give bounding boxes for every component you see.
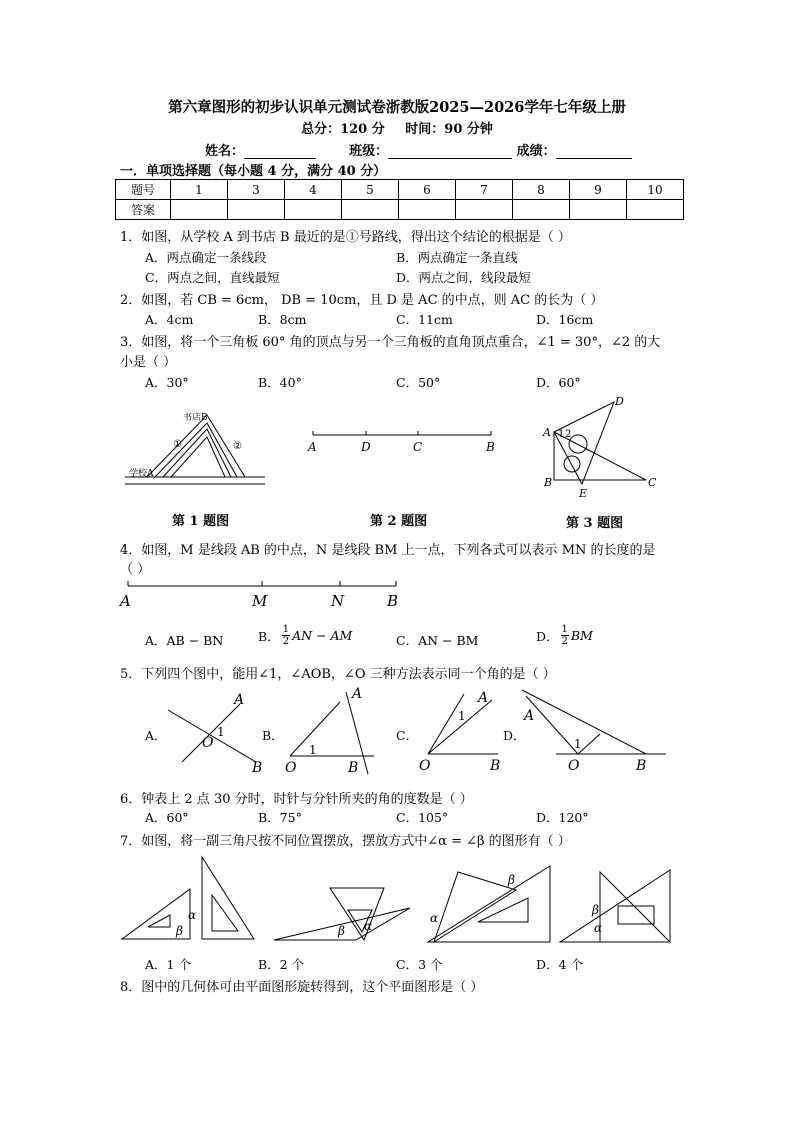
answer-cell[interactable] — [513, 200, 570, 220]
fig2-label-c: C — [413, 440, 423, 454]
q5-option-c[interactable]: C． — [396, 728, 419, 743]
q-number: 10 — [627, 180, 684, 200]
fig1-shop-label: 书店B — [183, 413, 208, 423]
q5c-label-a: A — [478, 690, 489, 706]
q6-option-a[interactable]: A．60° — [145, 810, 189, 825]
q5a-label-1: 1 — [217, 725, 225, 739]
fig4-label-m: M — [252, 592, 268, 610]
row-label: 答案 — [116, 200, 171, 220]
answer-table — [115, 179, 684, 220]
fig1-route-1: ① — [173, 439, 182, 450]
q7-option-b[interactable]: B．2 个 — [258, 957, 305, 972]
question-5: 5．下列四个图中，能用∠1，∠AOB，∠O 三种方法表示同一个角的是（ ） — [120, 667, 556, 682]
question-7: 7．如图，将一副三角尺按不同位置摆放，摆放方式中∠α = ∠β 的图形有（ ） — [120, 834, 571, 849]
fig3-label-a: A — [543, 426, 551, 439]
q5-figure-a — [160, 690, 270, 775]
q5-figure-b — [282, 686, 382, 778]
fig1-school-label: 学校A — [129, 469, 154, 479]
row-label: 题号 — [116, 180, 171, 200]
q7-figure-d — [556, 862, 676, 946]
figure-3 — [538, 392, 658, 502]
question-4: 4．如图，M 是线段 AB 的中点，N 是线段 BM 上一点，下列各式可以表示 MN 的长度的是 — [120, 543, 656, 558]
q7-figure-a — [118, 855, 258, 945]
table-row — [116, 180, 684, 200]
answer-cell[interactable] — [570, 200, 627, 220]
q5c-label-b: B — [490, 758, 501, 774]
q4-option-a[interactable]: A．AB − BN — [145, 633, 224, 648]
q7c-alpha: α — [430, 911, 439, 925]
q4-option-b[interactable] — [258, 624, 352, 647]
q5c-label-1: 1 — [458, 709, 466, 723]
fig3-label-c: C — [648, 476, 657, 489]
name-blank[interactable] — [244, 144, 316, 159]
q-number: 7 — [456, 180, 513, 200]
score-blank[interactable] — [556, 144, 632, 159]
q2-option-b[interactable]: B．8cm — [258, 312, 307, 327]
q4-option-d[interactable] — [536, 624, 593, 647]
fig4-label-n: N — [331, 592, 345, 610]
answer-cell[interactable] — [627, 200, 684, 220]
question-3: 3．如图，将一个三角板 60° 角的顶点与另一个三角板的直角顶点重合，∠1 = 30°，∠2 的大 — [120, 335, 661, 350]
q7b-beta: β — [338, 924, 345, 938]
fig2-label-b: B — [486, 440, 495, 454]
q7-option-d[interactable]: D．4 个 — [536, 957, 583, 972]
class-blank[interactable] — [388, 144, 512, 159]
fraction-half — [561, 624, 569, 647]
q3-option-d[interactable]: D．60° — [536, 375, 581, 390]
q5a-label-o: O — [202, 735, 214, 751]
q7c-beta: β — [508, 873, 515, 887]
q2-option-a[interactable]: A．4cm — [145, 312, 194, 327]
q5b-label-1: 1 — [309, 743, 317, 757]
answer-cell[interactable] — [171, 200, 228, 220]
fig1-route-2: ② — [233, 441, 242, 452]
q7b-alpha: α — [364, 919, 373, 933]
fig3-caption: 第 3 题图 — [566, 516, 624, 531]
q-number: 1 — [171, 180, 228, 200]
q5c-label-o: O — [419, 758, 431, 774]
q7d-beta: β — [592, 903, 599, 917]
q5b-label-o: O — [285, 760, 297, 776]
q5b-label-a: A — [352, 686, 363, 702]
fig1-caption: 第 1 题图 — [172, 514, 230, 529]
question-4-cont: （ ） — [120, 562, 151, 577]
score-label: 成绩： — [516, 144, 556, 159]
question-1: 1．如图，从学校 A 到书店 B 最近的是①号路线，得出这个结论的根据是（ ） — [120, 230, 571, 245]
time-limit: 时间：90 分钟 — [405, 122, 493, 137]
q-number: 3 — [228, 180, 285, 200]
q4-option-d-prefix: D． — [536, 628, 559, 644]
q4-option-b-prefix: B． — [258, 628, 280, 644]
answer-cell[interactable] — [228, 200, 285, 220]
figure-4 — [118, 578, 408, 614]
q1-option-b[interactable]: B．两点确定一条直线 — [396, 250, 518, 265]
q4-option-c[interactable]: C．AN − BM — [396, 633, 479, 648]
q5-figure-c — [414, 686, 504, 778]
fraction-half — [282, 624, 290, 647]
q7a-beta: β — [176, 924, 183, 938]
fig3-label-b: B — [544, 476, 553, 489]
answer-cell[interactable] — [342, 200, 399, 220]
q5a-label-a: A — [234, 692, 245, 708]
q6-option-b[interactable]: B．75° — [258, 810, 302, 825]
q3-option-c[interactable]: C．50° — [396, 375, 441, 390]
q5a-label-b: B — [252, 760, 263, 775]
q1-option-a[interactable]: A．两点确定一条线段 — [145, 250, 267, 265]
q6-option-c[interactable]: C．105° — [396, 810, 449, 825]
q2-option-c[interactable]: C．11cm — [396, 312, 453, 327]
q4-option-d-expr: BM — [570, 628, 593, 643]
q5d-label-a: A — [524, 708, 535, 724]
question-2: 2．如图，若 CB = 6cm， DB = 10cm，且 D 是 AC 的中点，则 AC 的长为（ ） — [120, 293, 604, 308]
section-heading: 一．单项选择题（每小题 4 分，满分 40 分） — [120, 164, 387, 179]
q7-figure-c — [424, 862, 554, 946]
q-number: 9 — [570, 180, 627, 200]
fig3-label-e: E — [579, 487, 588, 500]
fig3-angle-2-label: 2 — [565, 429, 572, 440]
fig4-label-b: B — [387, 592, 399, 610]
fig2-label-a: A — [308, 440, 317, 454]
question-8: 8．图中的几何体可由平面图形旋转得到，这个平面图形是（ ） — [120, 980, 484, 995]
q6-option-d[interactable]: D．120° — [536, 810, 589, 825]
q7-option-c[interactable]: C．3 个 — [396, 957, 443, 972]
q5d-label-1: 1 — [574, 737, 582, 751]
q-number: 6 — [399, 180, 456, 200]
fig3-angle-1-label: 1 — [558, 429, 565, 440]
q3-option-b[interactable]: B．40° — [258, 375, 302, 390]
student-info — [205, 140, 632, 159]
q7-figure-b — [272, 880, 414, 945]
total-score: 总分：120 分 — [301, 122, 385, 137]
q-number: 8 — [513, 180, 570, 200]
q1-option-c[interactable]: C．两点之间，直线最短 — [145, 270, 280, 285]
figure-1 — [125, 405, 275, 490]
table-row — [116, 200, 684, 220]
fraction-num: 1 — [561, 624, 568, 635]
class-label: 班级： — [349, 144, 389, 159]
q5-option-d[interactable]: D． — [503, 728, 526, 743]
q1-option-d[interactable]: D．两点之间，线段最短 — [396, 270, 532, 285]
question-6: 6．钟表上 2 点 30 分时，时针与分针所夹的角的度数是（ ） — [120, 792, 473, 807]
q2-option-d[interactable]: D．16cm — [536, 312, 594, 327]
name-label: 姓名： — [205, 144, 245, 159]
fig2-label-d: D — [361, 440, 371, 454]
q-number: 4 — [285, 180, 342, 200]
fraction-den: 2 — [282, 636, 290, 647]
q5d-label-b: B — [636, 758, 647, 774]
q7d-alpha: α — [594, 921, 603, 935]
figure-2 — [305, 425, 500, 460]
q7-option-a[interactable]: A．1 个 — [145, 957, 191, 972]
q5b-label-b: B — [348, 760, 359, 776]
q5-option-a[interactable]: A． — [145, 728, 167, 743]
q5-figure-d — [520, 688, 670, 778]
fraction-num: 1 — [282, 624, 290, 635]
q4-option-b-expr: AN − AM — [292, 628, 353, 643]
fig2-caption: 第 2 题图 — [370, 514, 428, 529]
q-number: 5 — [342, 180, 399, 200]
q3-option-a[interactable]: A．30° — [145, 375, 189, 390]
fig3-label-d: D — [615, 395, 624, 408]
fig4-label-a: A — [120, 592, 131, 610]
question-3-cont: 小是（ ） — [120, 355, 177, 370]
exam-meta — [0, 118, 794, 137]
answer-cell[interactable] — [285, 200, 342, 220]
q7a-alpha: α — [188, 908, 197, 922]
answer-cell[interactable] — [456, 200, 513, 220]
q5-option-b[interactable]: B． — [262, 728, 284, 743]
answer-cell[interactable] — [399, 200, 456, 220]
q5d-label-o: O — [568, 758, 580, 774]
fraction-den: 2 — [561, 636, 568, 647]
page-title: 第六章图形的初步认识单元测试卷浙教版2025—2026学年七年级上册 — [168, 99, 626, 116]
